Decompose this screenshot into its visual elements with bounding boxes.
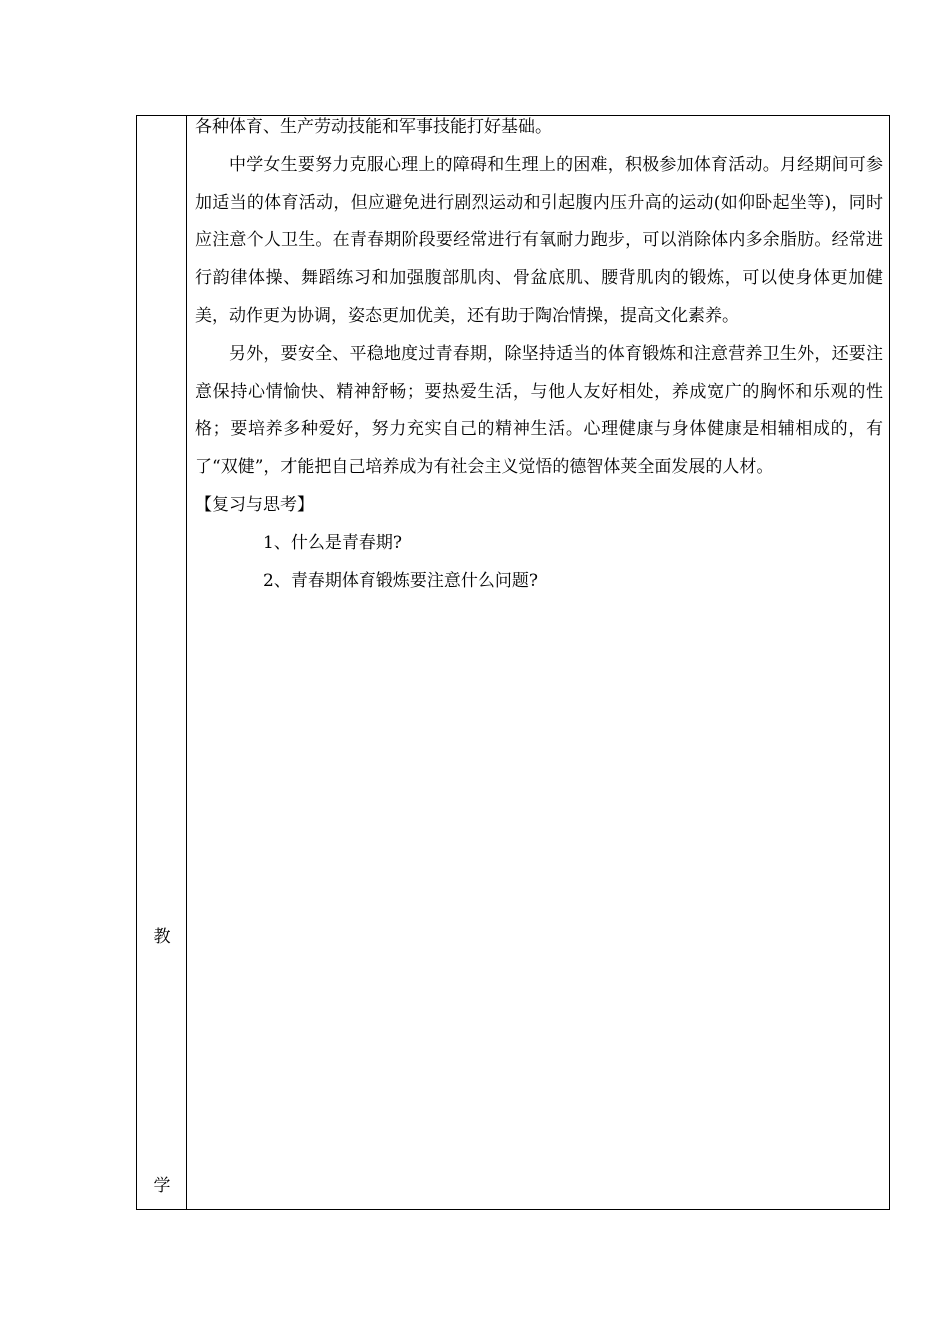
lesson-table <box>136 115 890 1210</box>
side-label-xue: 学 <box>153 1176 171 1196</box>
review-heading: 【复习与思考】 <box>195 494 314 515</box>
paragraph-female-students: 中学女生要努力克服心理上的障碍和生理上的困难，积极参加体育活动。月经期间可参加适当的体育活动，但应避免进行剧烈运动和引起腹内压升高的运动(如仰卧起坐等)，同时应注意个人卫生。在青春期阶段要经常进行有氧耐力跑步，可以消除体内多余脂肪。经常进行韵律体操、舞蹈练习和加强腹部肌肉、骨盆底肌、腰背肌肉的锻炼，可以使身体更加健美，动作更为协调，姿态更加优美，还有助于陶冶情操，提高文化素养。 <box>195 154 883 326</box>
review-question-2: 2、青春期体育锻炼要注意什么问题? <box>263 570 538 591</box>
paragraph-continuation: 各种体育、生产劳动技能和军事技能打好基础。 <box>195 117 552 137</box>
side-label-jiao: 教 <box>153 927 171 947</box>
side-label-column <box>137 116 187 1209</box>
content-column <box>187 116 889 1209</box>
paragraph-puberty-health: 另外，要安全、平稳地度过青春期，除坚持适当的体育锻炼和注意营养卫生外，还要注意保持心情愉快、精神舒畅；要热爱生活，与他人友好相处，养成宽广的胸怀和乐观的性格；要培养多种爱好，努力充实自己的精神生活。心理健康与身体健康是相辅相成的，有了“双健”，才能把自己培养成为有社会主义觉悟的德智体荚全面发展的人材。 <box>195 343 883 478</box>
review-question-1: 1、什么是青春期? <box>263 532 402 553</box>
